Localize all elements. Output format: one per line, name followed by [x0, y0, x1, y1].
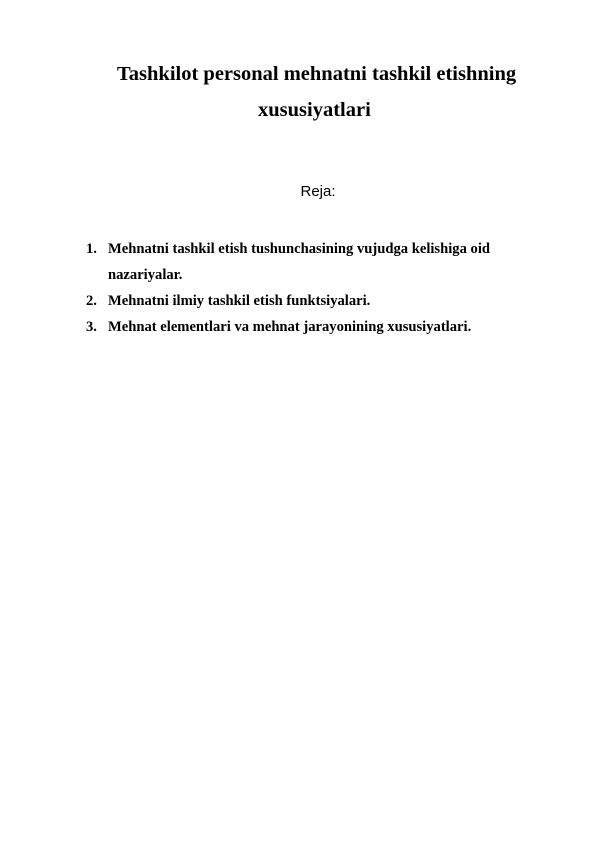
- plan-item-text: Mehnat elementlari va mehnat jarayonining xususiyatlari.: [108, 319, 472, 335]
- plan-item-number: 3.: [86, 319, 97, 335]
- title-line-2: xususiyatlari: [258, 99, 371, 121]
- plan-item-number: 2.: [86, 293, 97, 309]
- plan-item: [86, 236, 556, 288]
- plan-item-number: 1.: [86, 241, 97, 257]
- plan-list: [86, 236, 556, 340]
- title-line-1: Tashkilot personal mehnatni tashkil etishning: [117, 63, 517, 85]
- plan-item: [86, 288, 556, 314]
- plan-item-text: Mehnatni ilmiy tashkil etish funktsiyalari.: [108, 293, 371, 309]
- plan-item-text: Mehnatni tashkil etish tushunchasining vujudga kelishiga oid nazariyalar.: [108, 241, 490, 283]
- plan-heading: Reja:: [300, 183, 336, 200]
- document-title: [80, 56, 550, 128]
- plan-item: [86, 314, 556, 340]
